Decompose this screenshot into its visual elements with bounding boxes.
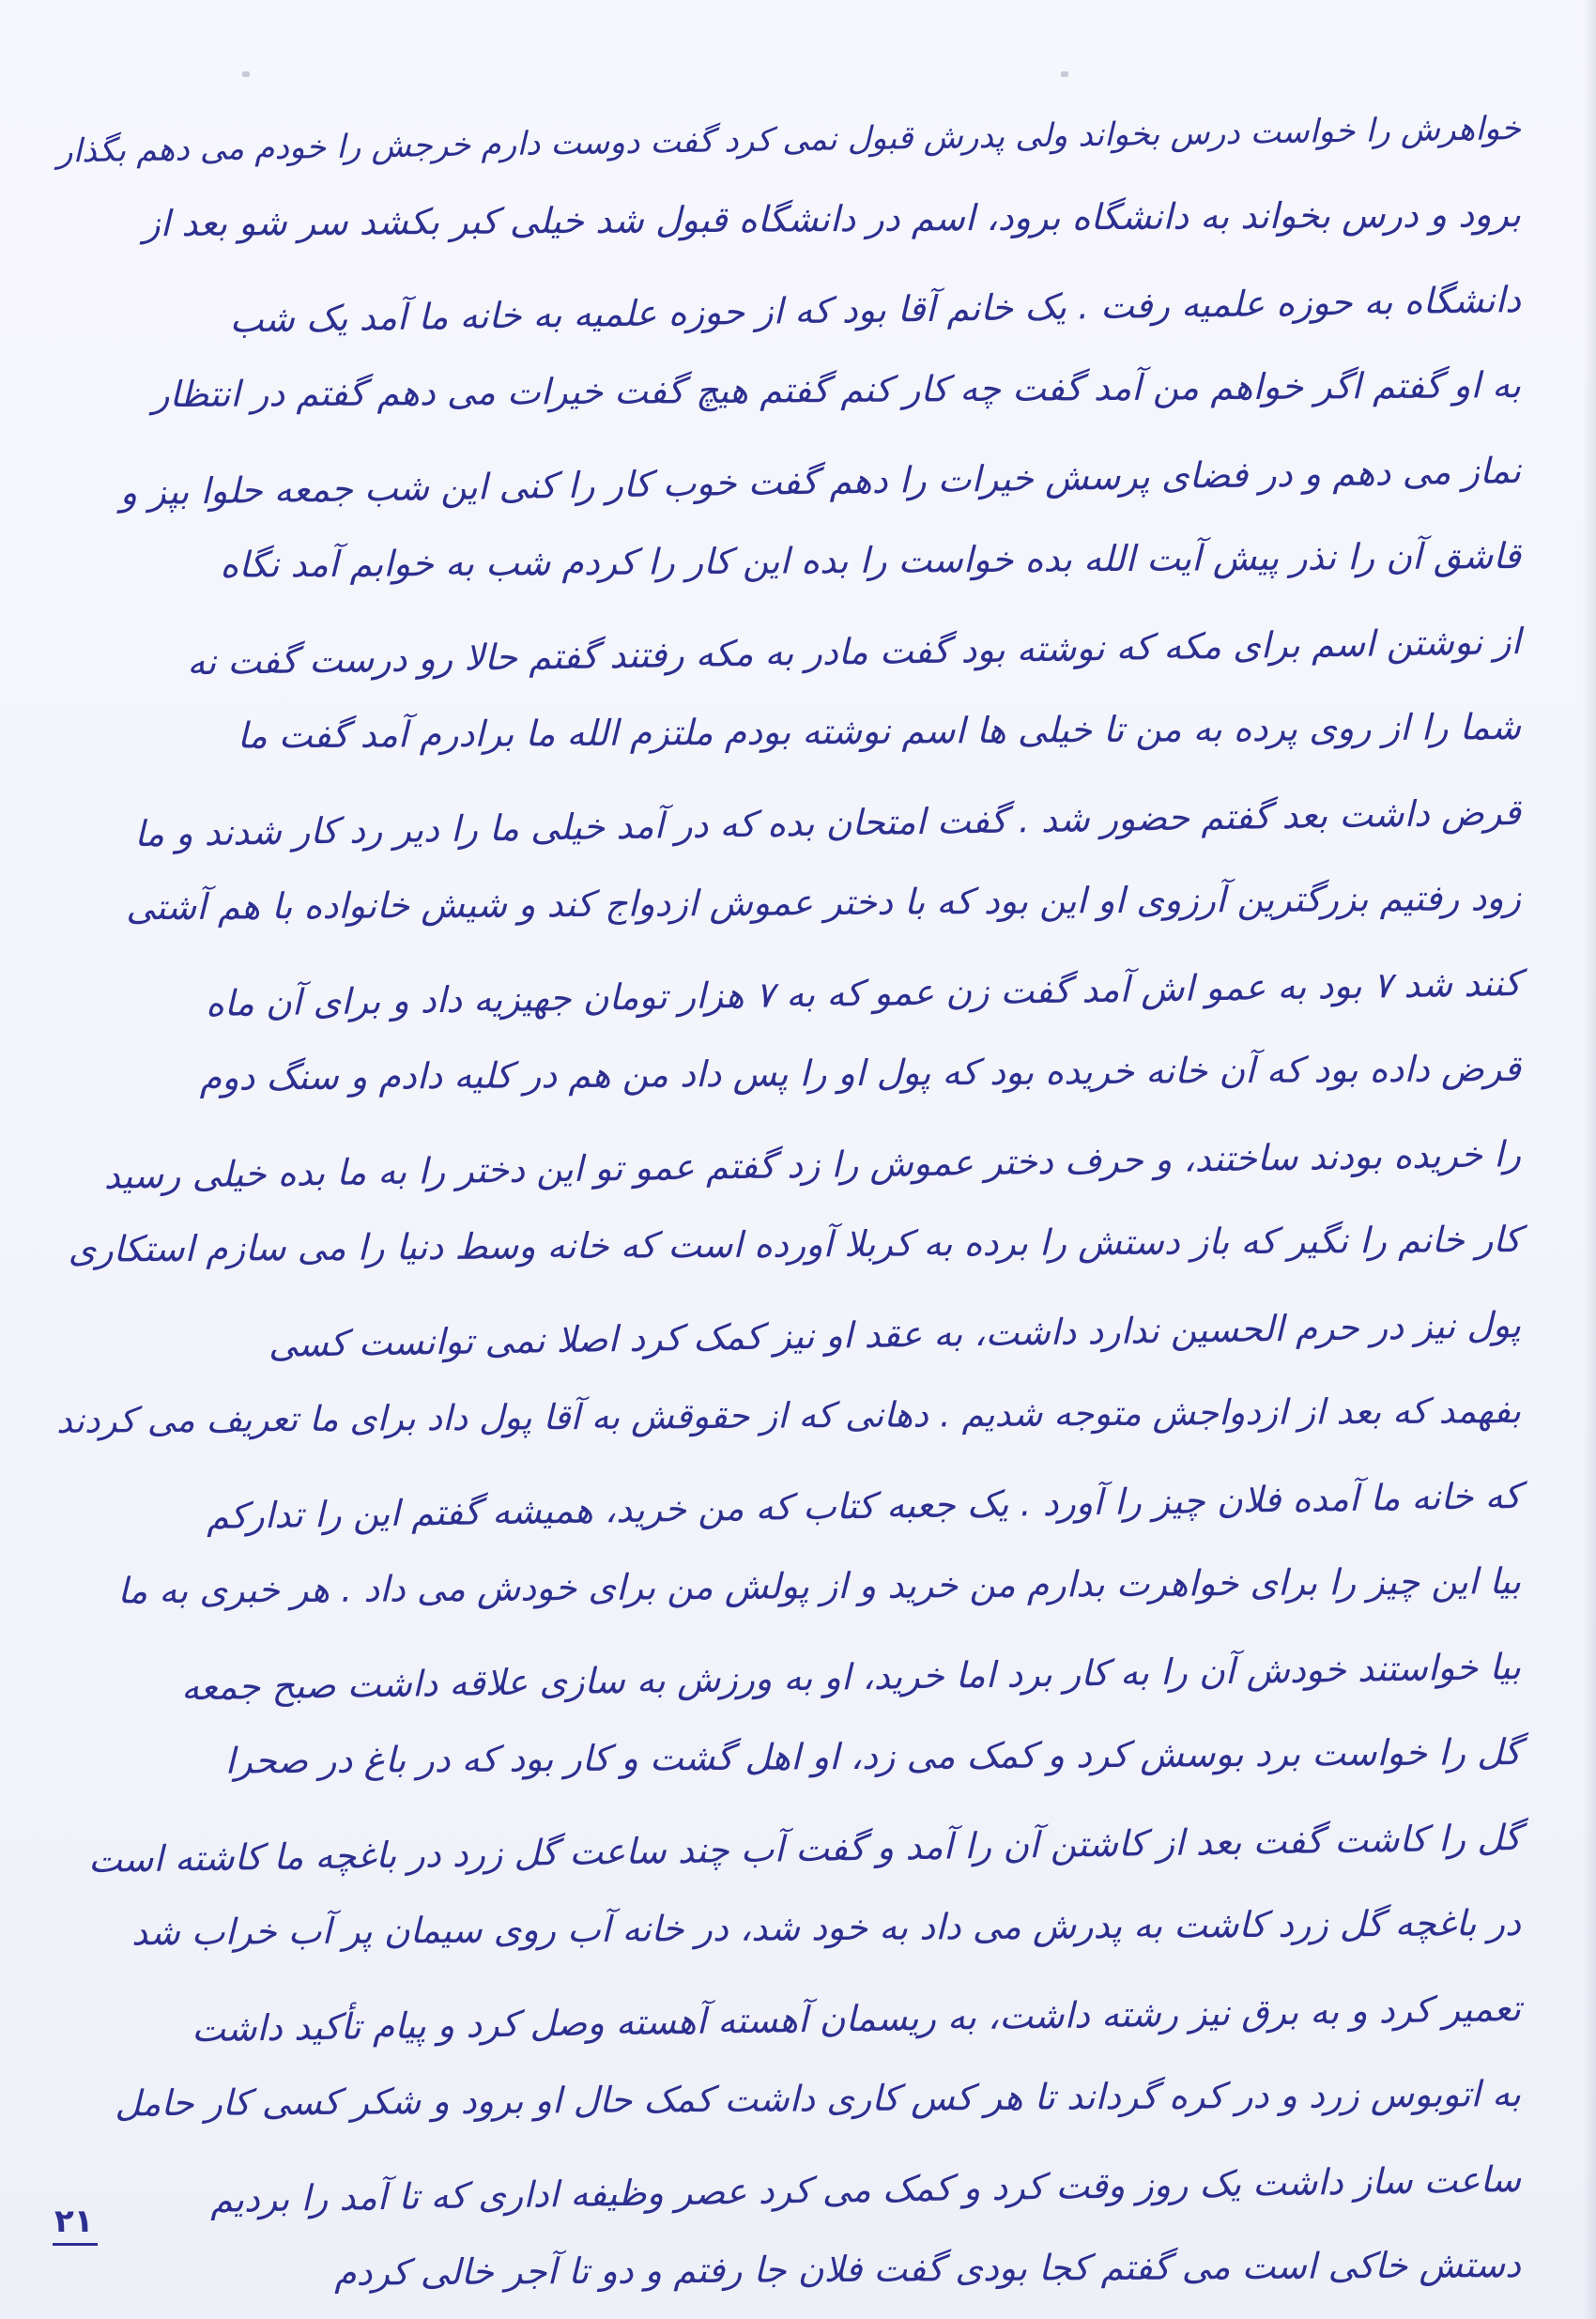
text-line: دانشگاه به حوزه علمیه رفت . یک خانم آقا بود که از حوزه علمیه به خانه ما آمد یک شب — [229, 279, 1522, 341]
text-line: پول نیز در حرم الحسین ندارد داشت، به عقد او نیز کمک کرد اصلا نمی توانست کسی — [268, 1304, 1522, 1365]
handwritten-text-body — [56, 111, 1521, 2319]
text-line: کار خانم را نگیر که باز دستش را برده به کربلا آورده است که خانه وسط دنیا را می سازم استکاری — [68, 1219, 1522, 1270]
text-line: گل را کاشت گفت بعد از کاشتن آن را آمد و گفت آب چند ساعت گل زرد در باغچه ما کاشته است — [87, 1817, 1522, 1881]
text-line: ساعت ساز داشت یک روز وقت کرد و کمک می کرد عصر وظیفه اداری که تا آمد را بردیم — [209, 2158, 1522, 2220]
text-line: از نوشتن اسم برای مکه که نوشته بود گفت مادر به مکه رفتند گفتم حالا رو درست گفت نه — [186, 621, 1522, 683]
text-line: تعمیر کرد و به برق نیز رشته داشت، به ریسمان آهسته آهسته وصل کرد و پیام تأکید داشت — [191, 1988, 1522, 2050]
text-line: گل را خواست برد بوسش کرد و کمک می زد، او اهل گشت و کار بود که در باغ در صحرا — [224, 1731, 1522, 1782]
text-line: بیا این چیز را برای خواهرت بدارم من خرید و از پولش من برای خودش می داد . هر خبری به ما — [117, 1560, 1522, 1612]
text-line: قاشق آن را نذر پیش آیت الله بده خواست را بده این کار را کردم شب به خوابم آمد نگاه — [220, 535, 1522, 586]
text-line: در باغچه گل زرد کاشت به پدرش می داد به خود شد، در خانه آب روی سیمان پر آب خراب شد — [130, 1902, 1522, 1954]
text-line: قرض داده بود که آن خانه خریده بود که پول او را پس داد من هم در کلیه دادم و سنگ دوم — [199, 1048, 1522, 1098]
text-line: به اتوبوس زرد و در کره گرداند تا هر کس کاری داشت کمک حال او برود و شکر کسی کار حامل — [115, 2073, 1522, 2125]
punch-mark — [1061, 71, 1068, 77]
punch-mark — [242, 71, 250, 77]
text-line: کنند شد ۷ بود به عمو اش آمد گفت زن عمو که به ۷ هزار تومان جهیزیه داد و برای آن ماه — [205, 962, 1522, 1025]
page-number: ۲۱ — [54, 2203, 94, 2240]
text-line: دستش خاکی است می گفتم کجا بودی گفت فلان جا رفتم و دو تا آجر خالی کردم — [333, 2244, 1522, 2294]
text-line: قرض داشت بعد گفتم حضور شد . گفت امتحان بده که در آمد خیلی ما را دیر رد کار شدند و ما — [133, 791, 1522, 855]
text-line: شما را از روی پرده به من تا خیلی ها اسم نوشته بودم ملتزم الله ما برادرم آمد گفت ما — [237, 706, 1522, 757]
text-line: برود و درس بخواند به دانشگاه برود، اسم در دانشگاه قبول شد خیلی کبر بکشد سر شو بعد از — [143, 193, 1522, 245]
text-line: زود رفتیم بزرگترین آرزوی او این بود که با دختر عموش ازدواج کند و شیش خانواده با هم آشتی — [126, 877, 1522, 929]
text-line: نماز می دهم و در فضای پرسش خیرات را دهم گفت خوب کار را کنی این شب جمعه حلوا بپز و — [119, 450, 1522, 514]
text-line: را خریده بودند ساختند، و حرف دختر عموش را زد گفتم عمو تو این دختر را به ما بده خیلی رسید — [103, 1133, 1522, 1197]
text-line: بفهمد که بعد از ازدواجش متوجه شدیم . دهانی که از حقوقش به آقا پول داد برای ما تعریف می کردند — [55, 1390, 1522, 1441]
text-line: به او گفتم اگر خواهم من آمد گفت چه کار کنم گفتم هیچ گفت خیرات می دهم گفتم در انتظار — [152, 364, 1522, 416]
text-line: بیا خواستند خودش آن را به کار برد اما خرید، او به ورزش به سازی علاقه داشت صبح جمعه — [180, 1646, 1522, 1709]
text-line: خواهرش را خواست درس بخواند ولی پدرش قبول نمی کرد گفت دوست دارم خرجش را خودم می دهم بگذار — [56, 110, 1522, 171]
page-edge-shadow — [1583, 0, 1596, 2319]
text-line: که خانه ما آمده فلان چیز را آورد . یک جعبه کتاب که من خرید، همیشه گفتم این را تدارکم — [206, 1475, 1522, 1537]
